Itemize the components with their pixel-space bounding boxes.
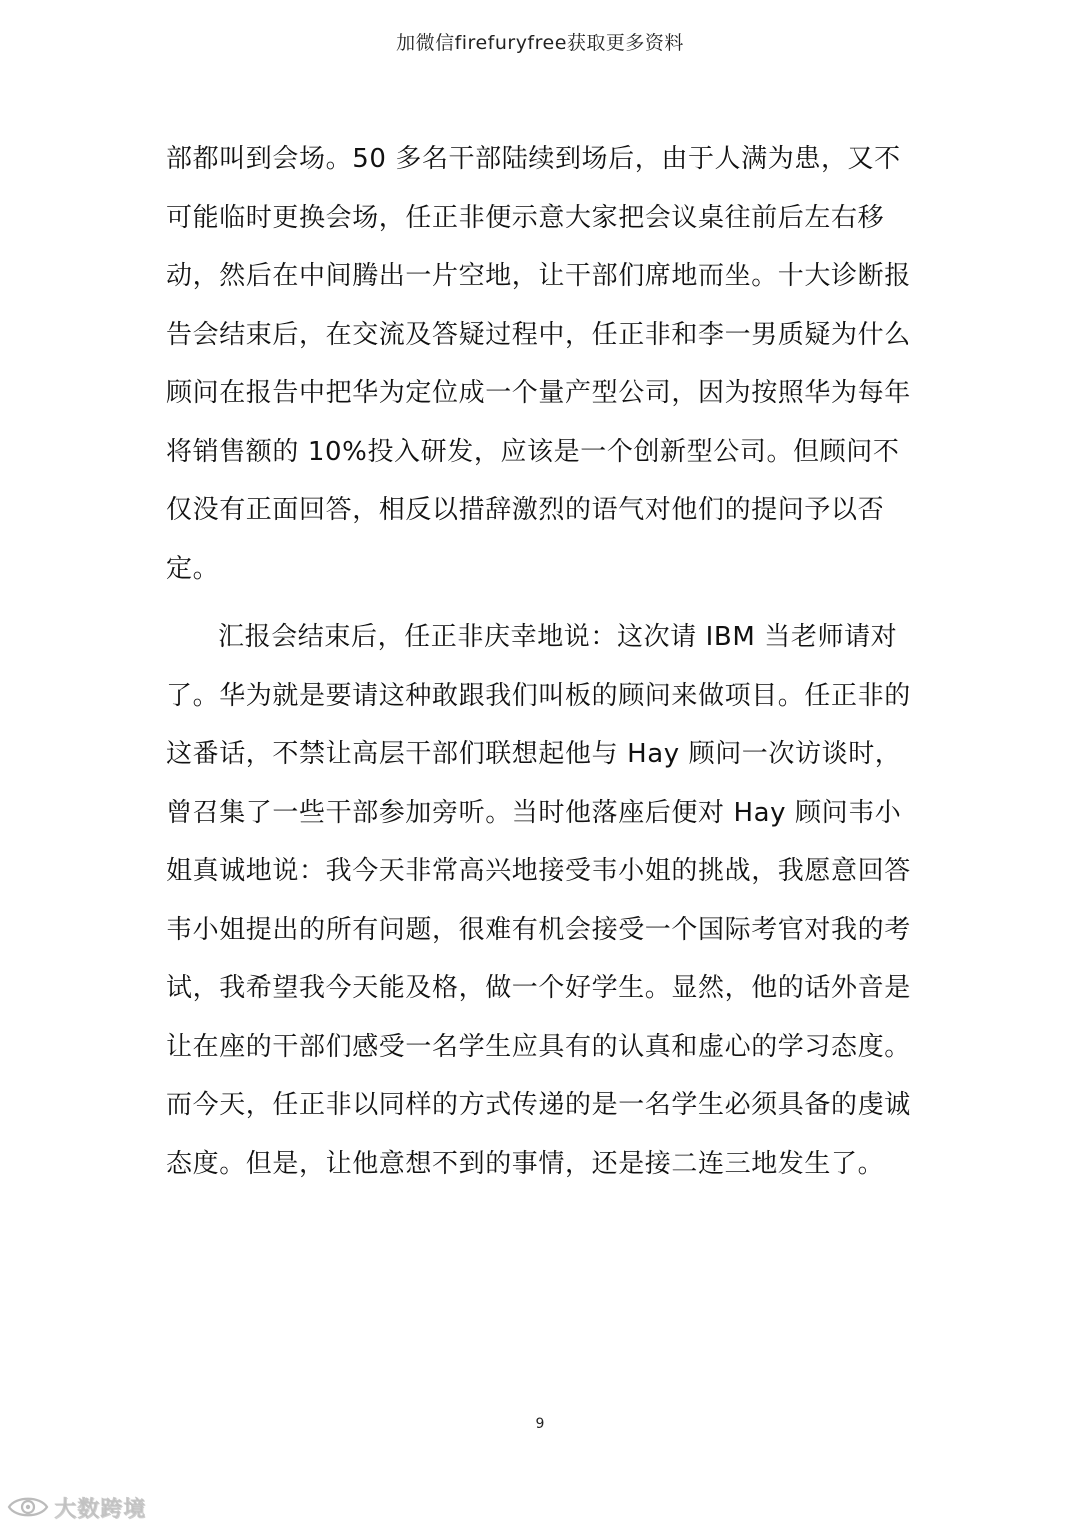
text-line: 这番话，不禁让高层干部们联想起他与 Hay 顾问一次访谈时， xyxy=(166,739,902,769)
text-line: 态度。但是，让他意想不到的事情，还是接二连三地发生了。 xyxy=(166,1148,885,1179)
paragraph-2 xyxy=(166,608,926,1193)
text-line: 姐真诚地说：我今天非常高兴地接受韦小姐的挑战，我愿意回答 xyxy=(166,856,911,886)
page-number: 9 xyxy=(535,1416,545,1432)
text-line: 动，然后在中间腾出一片空地，让干部们席地而坐。十大诊断报 xyxy=(166,261,911,291)
text-line: 告会结束后，在交流及答疑过程中，任正非和李一男质疑为什么 xyxy=(166,319,911,350)
text-line: 而今天，任正非以同样的方式传递的是一名学生必须具备的虔诚 xyxy=(166,1090,911,1120)
text-line: 韦小姐提出的所有问题，很难有机会接受一个国际考官对我的考 xyxy=(166,914,911,945)
text-line: 定。 xyxy=(166,553,220,584)
text-line: 仅没有正面回答，相反以措辞激烈的语气对他们的提问予以否 xyxy=(166,495,885,525)
text-line: 汇报会结束后，任正非庆幸地说：这次请 IBM 当老师请对 xyxy=(218,622,898,652)
eye-logo-icon xyxy=(6,1492,50,1522)
text-line: 将销售额的 10%投入研发，应该是一个创新型公司。但顾问不 xyxy=(166,436,900,467)
page-header: 加微信firefuryfree获取更多资料 xyxy=(396,32,684,54)
text-line: 曾召集了一些干部参加旁听。当时他落座后便对 Hay 顾问韦小 xyxy=(166,797,902,828)
text-line: 顾问在报告中把华为定位成一个量产型公司，因为按照华为每年 xyxy=(166,378,911,408)
text-line: 试，我希望我今天能及格，做一个好学生。显然，他的话外音是 xyxy=(166,973,911,1003)
text-line: 可能临时更换会场，任正非便示意大家把会议桌往前后左右移 xyxy=(166,202,885,233)
watermark xyxy=(6,1490,146,1524)
text-line: 了。华为就是要请这种敢跟我们叫板的顾问来做项目。任正非的 xyxy=(166,680,911,711)
paragraph-1 xyxy=(166,130,926,598)
text-line: 部都叫到会场。50 多名干部陆续到场后，由于人满为患，又不 xyxy=(166,144,901,174)
text-line: 让在座的干部们感受一名学生应具有的认真和虚心的学习态度。 xyxy=(166,1031,911,1062)
watermark-text: 大数跨境 xyxy=(54,1496,147,1522)
